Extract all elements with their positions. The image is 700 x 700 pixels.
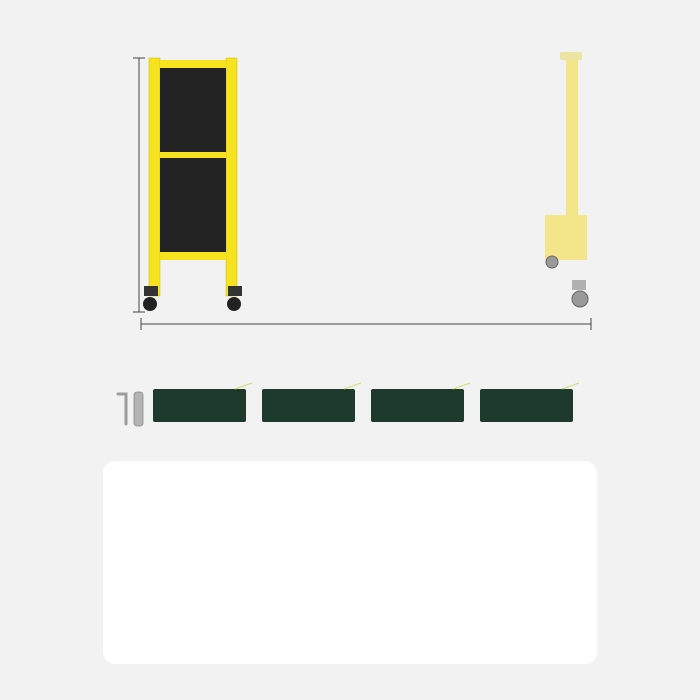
hex-wrench-icon: [118, 394, 126, 424]
sandbag-icon: [371, 383, 470, 422]
length-dimension: [141, 318, 591, 330]
retracted-gate-panel: [143, 58, 242, 311]
sandbag-icon: [480, 383, 579, 422]
spec-card: [103, 461, 597, 664]
sandbag-icon: [262, 383, 361, 422]
hex-socket-icon: [134, 392, 143, 426]
height-dimension: [133, 58, 145, 312]
end-post: [545, 52, 588, 307]
accessories-illustration: [118, 383, 579, 426]
sandbag-icon: [153, 383, 252, 422]
